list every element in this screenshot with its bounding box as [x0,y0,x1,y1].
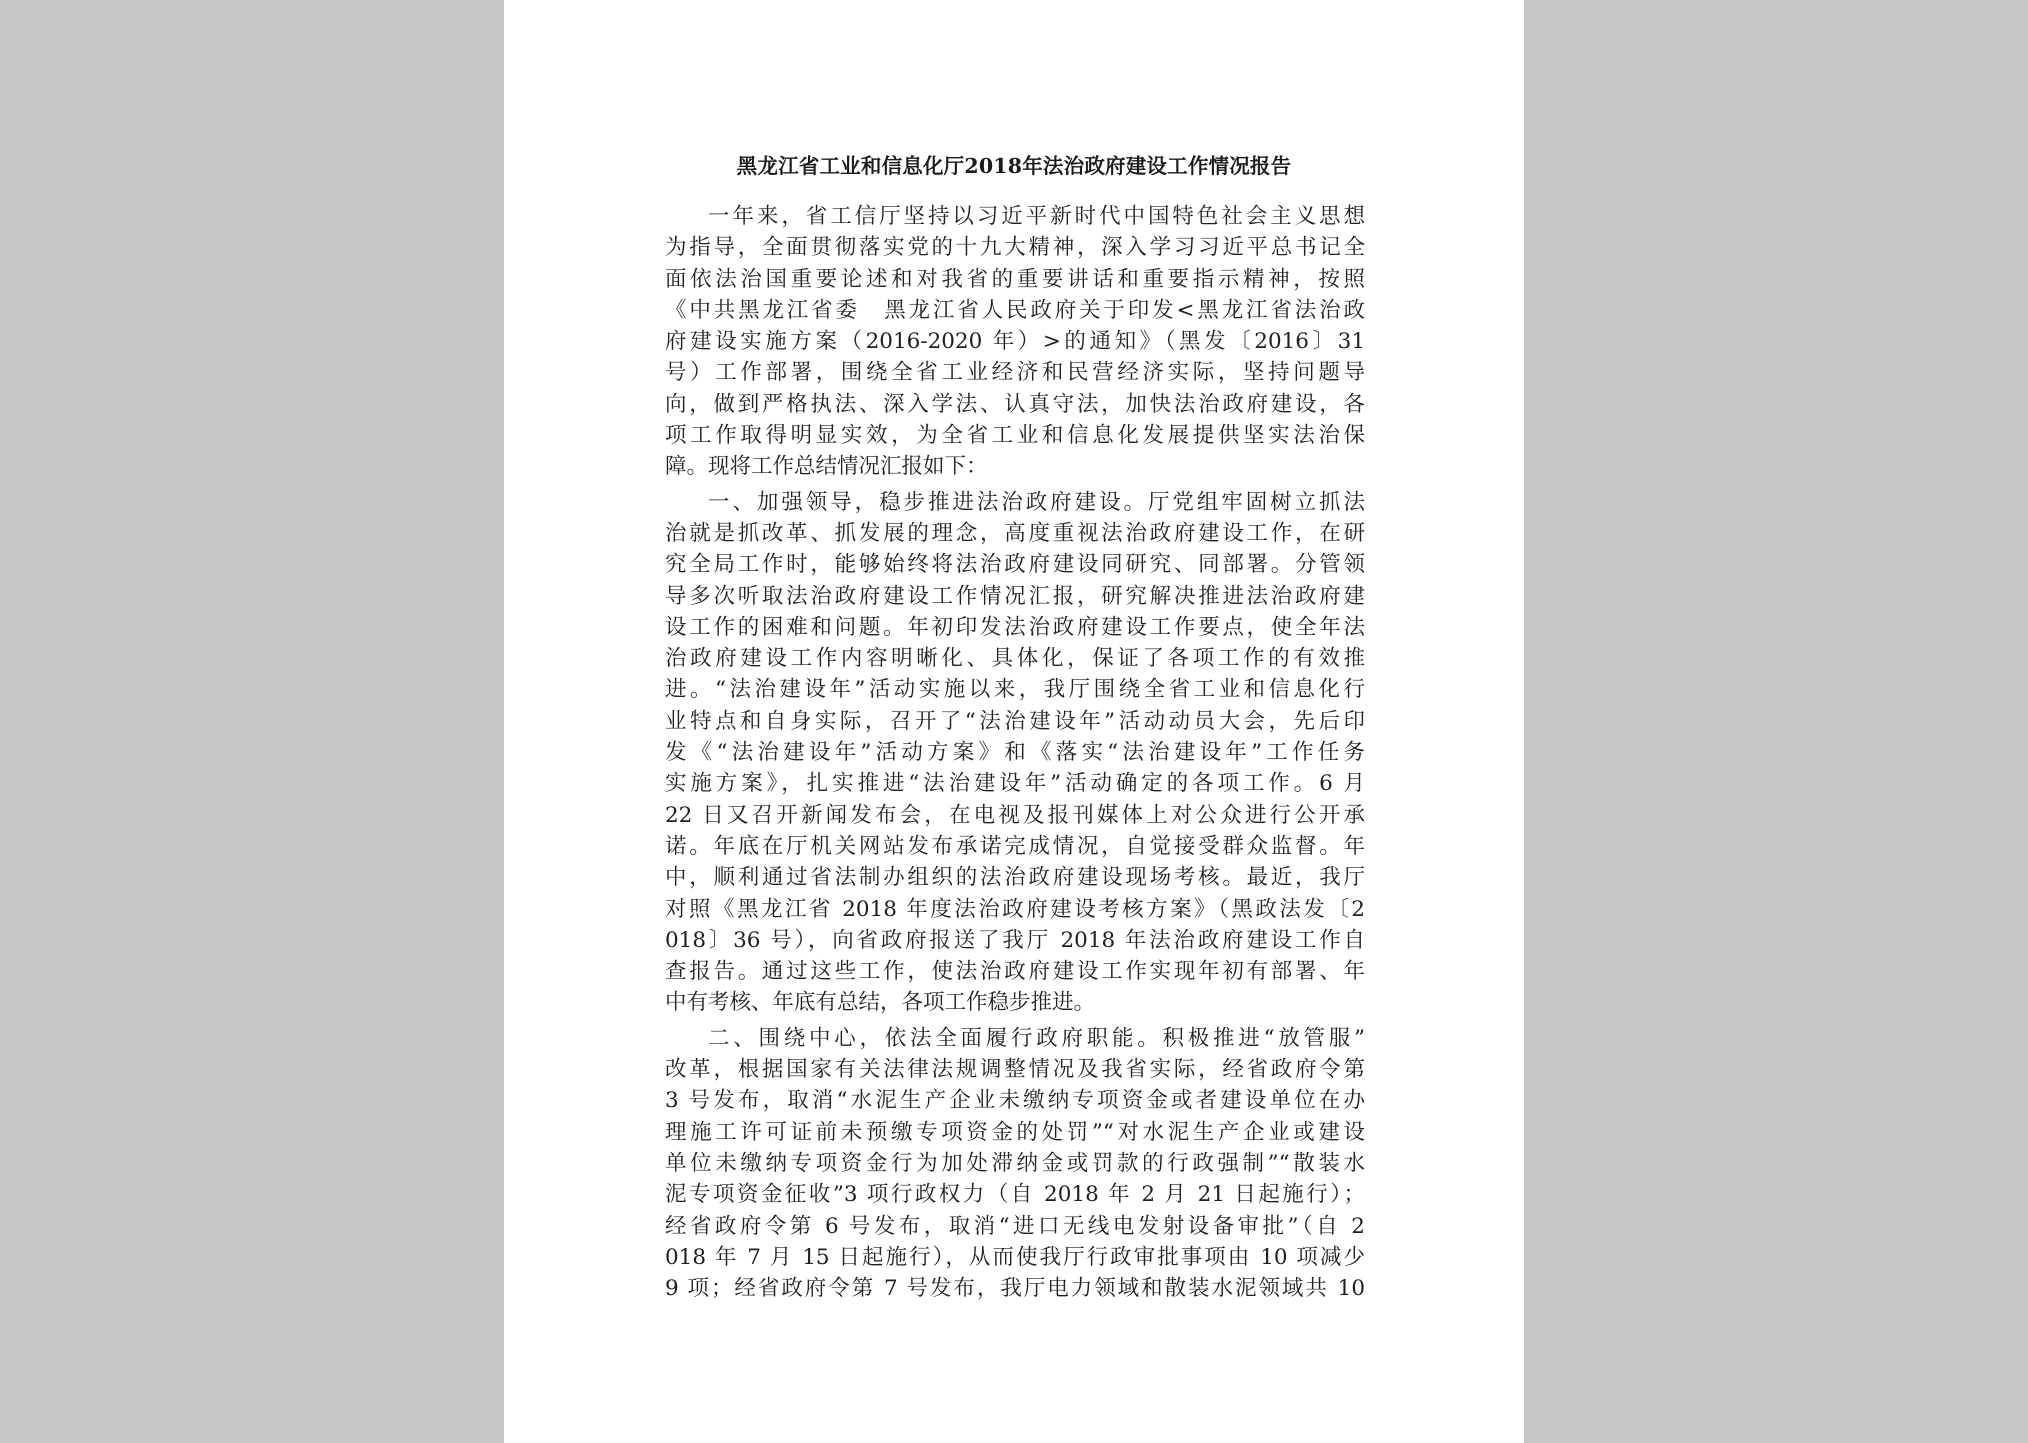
text-line: 单位未缴纳专项资金行为加处滞纳金或罚款的行政强制”“散装水 [665,1150,1365,1176]
text-line: 对照《黑龙江省 2018 年度法治政府建设考核方案》（黑政法发〔2 [665,896,1365,922]
text-line: 诺。年底在厅机关网站发布承诺完成情况，自觉接受群众监督。年 [665,833,1365,859]
text-line: 泥专项资金征收”3 项行政权力（自 2018 年 2 月 21 日起施行）； [665,1182,1365,1208]
document-title: 黑龙江省工业和信息化厅2018年法治政府建设工作情况报告 [736,154,1292,178]
text-line: 实施方案》，扎实推进“法治建设年”活动确定的各项工作。6 月 [665,771,1365,797]
text-line: 治就是抓改革、抓发展的理念，高度重视法治政府建设工作，在研 [665,520,1365,546]
text-line: 22 日又召开新闻发布会，在电视及报刊媒体上对公众进行公开承 [665,802,1365,828]
text-line: 府建设实施方案（2016-2020 年）>的通知》（黑发〔2016〕31 [665,329,1365,355]
text-line: 号）工作部署，围绕全省工业经济和民营经济实际，坚持问题导 [665,360,1365,386]
body-paragraph [665,201,1365,483]
text-line: 018〕36 号），向省政府报送了我厅 2018 年法治政府建设工作自 [665,927,1365,953]
text-line: 设工作的困难和问题。年初印发法治政府建设工作要点，使全年法 [665,614,1365,640]
text-line: 理施工许可证前未预缴专项资金的处罚”“对水泥生产企业或建设 [665,1119,1365,1145]
text-line: 一年来，省工信厅坚持以习近平新时代中国特色社会主义思想 [708,204,1365,229]
text-line: 究全局工作时，能够始终将法治政府建设同研究、同部署。分管领 [665,552,1365,578]
text-line: 向，做到严格执法、深入学法、认真守法，加快法治政府建设，各 [665,391,1365,417]
text-line: 业特点和自身实际，召开了“法治建设年”活动动员大会，先后印 [665,708,1365,734]
text-line: 查报告。通过这些工作，使法治政府建设工作实现年初有部署、年 [665,959,1365,985]
text-line: 障。现将工作总结情况汇报如下： [665,454,988,480]
body-paragraph [665,487,1365,1019]
text-line: 《中共黑龙江省委 黑龙江省人民政府关于印发<黑龙江省法治政 [665,297,1365,323]
text-line: 进。“法治建设年”活动实施以来，我厅围绕全省工业和信息化行 [665,677,1365,703]
text-line: 面依法治国重要论述和对我省的重要讲话和重要指示精神，按照 [665,266,1365,292]
text-line: 经省政府令第 6 号发布，取消“进口无线电发射设备审批”（自 2 [665,1213,1365,1239]
document-body [665,201,1365,1308]
text-line: 018 年 7 月 15 日起施行），从而使我厅行政审批事项由 10 项减少 [665,1244,1365,1270]
text-line: 发《“法治建设年”活动方案》和《落实“法治建设年”工作任务 [665,740,1365,766]
text-line: 9 项；经省政府令第 7 号发布，我厅电力领域和散装水泥领域共 10 [665,1276,1365,1302]
text-line: 导多次听取法治政府建设工作情况汇报，研究解决推进法治政府建 [665,583,1365,609]
body-paragraph [665,1023,1365,1305]
text-line: 改革，根据国家有关法律法规调整情况及我省实际，经省政府令第 [665,1057,1365,1083]
text-line: 为指导，全面贯彻落实党的十九大精神，深入学习习近平总书记全 [665,235,1365,261]
text-line: 一、加强领导，稳步推进法治政府建设。厅党组牢固树立抓法 [708,489,1365,515]
text-line: 中，顺利通过省法制办组织的法治政府建设现场考核。最近，我厅 [665,865,1365,891]
text-line: 二、围绕中心，依法全面履行政府职能。积极推进“放管服” [708,1025,1365,1051]
document-page [504,0,1524,1443]
text-line: 中有考核、年底有总结，各项工作稳步推进。 [665,990,1096,1016]
text-line: 治政府建设工作内容明晰化、具体化，保证了各项工作的有效推 [665,646,1365,672]
text-line: 3 号发布，取消“水泥生产企业未缴纳专项资金或者建设单位在办 [665,1088,1365,1114]
text-line: 项工作取得明显实效，为全省工业和信息化发展提供坚实法治保 [665,423,1365,449]
